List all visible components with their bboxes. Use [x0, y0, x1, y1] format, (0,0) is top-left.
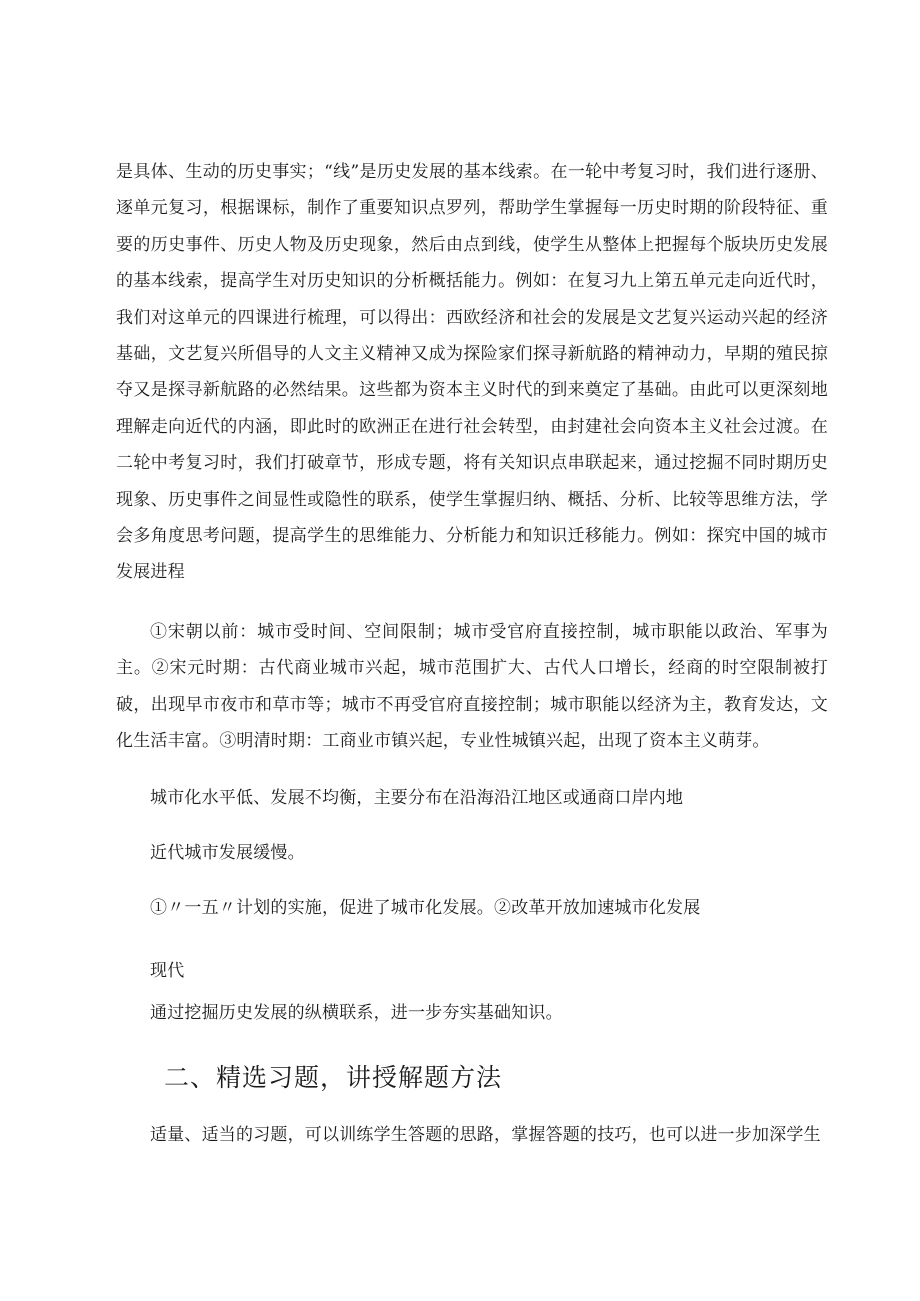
- body-line-contemporary: 现代: [150, 961, 185, 981]
- body-paragraph-intro: 是具体、生动的历史事实；“线”是历史发展的基本线索。在一轮中考复习时，我们进行逐册、逐单元复习，根据课标，制作了重要知识点罗列，帮助学生掌握每一历史时期的阶段特征、重要的历史事件、历史人物及历史现象，然后由点到线，使学生从整体上把握每个版块历史发展的基本线索，提高学生对历史知识的分析概括能力。例如：在复习九上第五单元走向近代时，我们对这单元的四课进行梳理，可以得出：西欧经济和社会的发展是文艺复兴运动兴起的经济基础，文艺复兴所倡导的人文主义精神又成为探险家们探寻新航路的精神动力，早期的殖民掠夺又是探寻新航路的必然结果。这些都为资本主义时代的到来奠定了基础。由此可以更深刻地理解走向近代的内涵，即此时的欧洲正在进行社会转型，由封建社会向资本主义社会过渡。在二轮中考复习时，我们打破章节，形成专题，将有关知识点串联起来，通过挖掘不同时期历史现象、历史事件之间显性或隐性的联系，使学生掌握归纳、概括、分析、比较等思维方法，学会多角度思考问题，提高学生的思维能力、分析能力和知识迁移能力。例如：探究中国的城市发展进程: [116, 162, 828, 583]
- section-heading: 二、精选习题，讲授解题方法: [164, 1063, 503, 1092]
- body-line-summary: 通过挖掘历史发展的纵横联系，进一步夯实基础知识。: [150, 1003, 563, 1023]
- body-line-modern-city-slow: 近代城市发展缓慢。: [150, 843, 305, 863]
- body-paragraph-exercises: 适量、适当的习题，可以训练学生答题的思路，掌握答题的技巧，也可以进一步加深学生: [150, 1125, 821, 1145]
- body-line-modern-city-distribution: 城市化水平低、发展不均衡，主要分布在沿海沿江地区或通商口岸内地: [150, 788, 684, 808]
- body-paragraph-city-periods: ①宋朝以前：城市受时间、空间限制；城市受官府直接控制，城市职能以政治、军事为主。②宋元时期：古代商业城市兴起，城市范围扩大、古代人口增长，经商的时空限制被打破，出现早市夜市和草市等；城市不再受官府直接控制；城市职能以经济为主，教育发达，文化生活丰富。③明清时期：工商业市镇兴起，专业性城镇兴起，出现了资本主义萌芽。: [116, 622, 828, 752]
- body-line-urbanization: ①〃一五〃计划的实施，促进了城市化发展。②改革开放加速城市化发展: [150, 898, 701, 918]
